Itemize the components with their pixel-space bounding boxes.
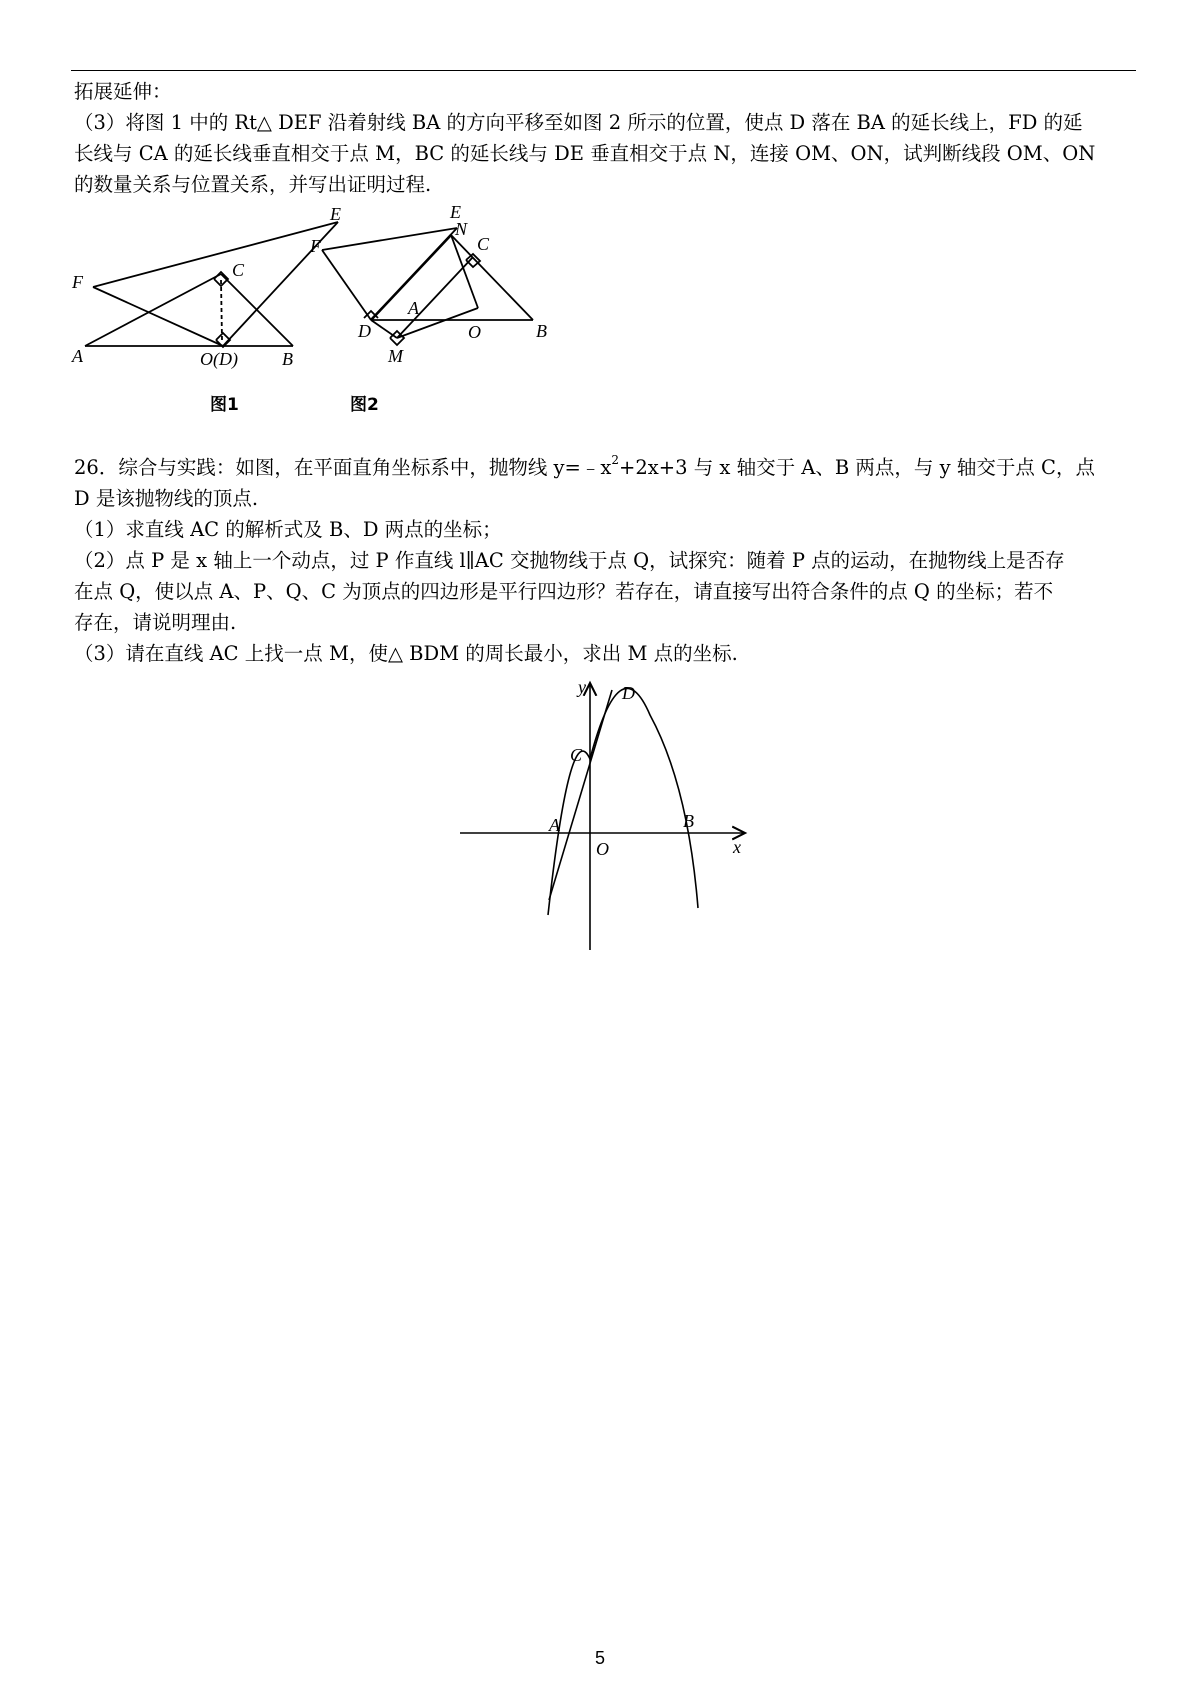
q25-part3-line-2: 长线与 CA 的延长线垂直相交于点 M，BC 的延长线与 DE 垂直相交于点 N，连接 OM、ON，试判断线段 OM、ON bbox=[74, 142, 1096, 165]
figure-1 bbox=[60, 200, 341, 415]
section-heading: 拓展延伸： bbox=[74, 80, 172, 103]
q26-part-2-line-1: （2）点 P 是 x 轴上一个动点，过 P 作直线 l∥AC 交抛物线于点 Q，试探究：随着 P 点的运动，在抛物线上是否存 bbox=[74, 549, 1065, 572]
q26-line-1-pre: 26．综合与实践：如图，在平面直角坐标系中，抛物线 y=﹣x bbox=[74, 456, 612, 479]
graph-label-y: y bbox=[578, 677, 586, 697]
fig2-label-c: C bbox=[477, 234, 490, 254]
fig2-label-m: M bbox=[388, 346, 403, 366]
fig2-caption: 图2 bbox=[350, 395, 379, 415]
fig2-label-b: B bbox=[536, 321, 547, 341]
q26-exponent: 2 bbox=[611, 453, 620, 467]
q26-line-1-post: +2x+3 与 x 轴交于 A、B 两点，与 y 轴交于点 C，点 bbox=[619, 456, 1095, 479]
question-25-part-3 bbox=[74, 76, 1134, 200]
fig1-label-f: F bbox=[72, 272, 83, 292]
fig2-label-o: O bbox=[468, 322, 481, 342]
graph-label-o: O bbox=[596, 839, 609, 859]
fig1-label-c: C bbox=[232, 260, 245, 280]
fig2-label-a: A bbox=[408, 298, 419, 318]
q25-part3-line-3: 的数量关系与位置关系，并写出证明过程. bbox=[74, 173, 432, 196]
figure-2 bbox=[300, 200, 560, 415]
q26-part-2-line-3: 存在，请说明理由. bbox=[74, 611, 237, 634]
parabola-curve bbox=[548, 688, 698, 915]
fig1-label-e: E bbox=[330, 204, 341, 224]
graph-label-a: A bbox=[549, 815, 560, 835]
graph-label-b: B bbox=[683, 811, 694, 831]
header-rule bbox=[71, 70, 1136, 71]
graph-label-d: D bbox=[622, 683, 635, 703]
fig2-label-f: F bbox=[310, 236, 321, 256]
fig2-label-e: E bbox=[450, 202, 461, 222]
graph-label-c: C bbox=[570, 745, 583, 765]
parabola-graph bbox=[450, 675, 750, 955]
fig2-label-d: D bbox=[358, 321, 371, 341]
q26-line-1 bbox=[74, 452, 1134, 483]
page-number: 5 bbox=[594, 1648, 605, 1668]
fig1-caption: 图1 bbox=[210, 395, 239, 415]
question-26 bbox=[74, 452, 1134, 669]
q25-part3-line-1: （3）将图 1 中的 Rt△ DEF 沿着射线 BA 的方向平移至如图 2 所示的位置，使点 D 落在 BA 的延长线上，FD 的延 bbox=[74, 111, 1083, 134]
fig1-label-a: A bbox=[72, 346, 83, 366]
fig1-label-b: B bbox=[282, 349, 293, 369]
line-ac bbox=[549, 690, 612, 900]
fig1-label-od: O(D) bbox=[200, 349, 238, 369]
q26-part-1: （1）求直线 AC 的解析式及 B、D 两点的坐标； bbox=[74, 518, 502, 541]
graph-label-x: x bbox=[733, 837, 741, 857]
q26-part-2-line-2: 在点 Q，使以点 A、P、Q、C 为顶点的四边形是平行四边形？若存在，请直接写出符合条件的点 Q 的坐标；若不 bbox=[74, 580, 1054, 603]
fig2-label-n: N bbox=[455, 219, 468, 239]
q26-line-2: D 是该抛物线的顶点. bbox=[74, 487, 259, 510]
q26-part-3: （3）请在直线 AC 上找一点 M，使△ BDM 的周长最小，求出 M 点的坐标. bbox=[74, 642, 738, 665]
